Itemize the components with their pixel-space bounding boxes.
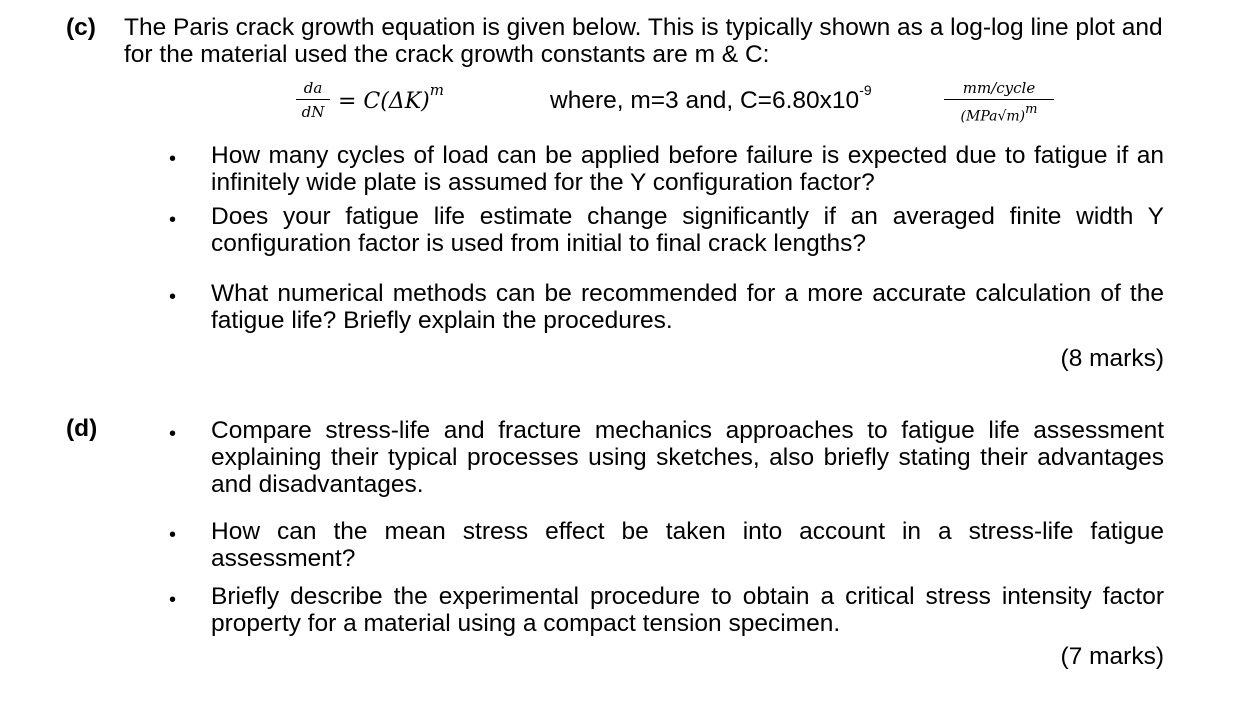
- lhs-numerator: da: [303, 79, 323, 97]
- rhs-exponent: m: [429, 80, 444, 99]
- part-d-label: (d): [66, 415, 98, 442]
- bullet-symbol: •: [169, 423, 177, 445]
- unit-numerator: mm/cycle: [962, 79, 1036, 97]
- part-d-bullet-2: How can the mean stress effect be taken into account in a stress-life fatigue assessment?: [211, 518, 1164, 572]
- where-clause: [550, 81, 872, 114]
- part-d-bullet-1: Compare stress-life and fracture mechanics approaches to fatigue life assessment explaining their typical processes using sketches, also briefly stating their advantages and disadvantages.: [211, 417, 1164, 498]
- unit-denominator-exponent: m: [1025, 102, 1038, 117]
- part-c-bullet-3: What numerical methods can be recommended for a more accurate calculation of the fatigue life? Briefly explain the procedures.: [211, 280, 1164, 334]
- bullet-symbol: •: [169, 286, 177, 308]
- bullet-symbol: •: [169, 209, 177, 231]
- unit-fraction: [944, 78, 1054, 127]
- part-c-label: (c): [66, 14, 96, 41]
- part-d-marks: (7 marks): [1060, 643, 1164, 670]
- bullet-symbol: •: [169, 589, 177, 611]
- c-exponent: -9: [859, 81, 872, 98]
- rhs-expression: [338, 80, 444, 115]
- part-c-marks: (8 marks): [1060, 345, 1164, 372]
- part-d-bullet-3: Briefly describe the experimental procedure to obtain a critical stress intensity factor property for a material using a compact tension specimen.: [211, 583, 1164, 637]
- rhs-text: = C(ΔK): [338, 89, 430, 114]
- bullet-symbol: •: [169, 524, 177, 546]
- part-c-bullet-2: Does your fatigue life estimate change significantly if an averaged finite width Y configuration factor is used from initial to final crack lengths?: [211, 203, 1164, 257]
- lhs-denominator: dN: [301, 103, 325, 121]
- part-c-intro: The Paris crack growth equation is given below. This is typically shown as a log-log line plot and for the material used the crack growth constants are m & C:: [124, 14, 1163, 68]
- where-text: where, m=3 and, C=6.80x10: [550, 87, 860, 114]
- part-c-bullet-1: How many cycles of load can be applied before failure is expected due to fatigue if an infinitely wide plate is assumed for the Y configuration factor?: [211, 142, 1164, 196]
- bullet-symbol: •: [169, 148, 177, 170]
- unit-denominator: (MPa√m): [960, 108, 1026, 125]
- lhs-fraction: [296, 78, 330, 122]
